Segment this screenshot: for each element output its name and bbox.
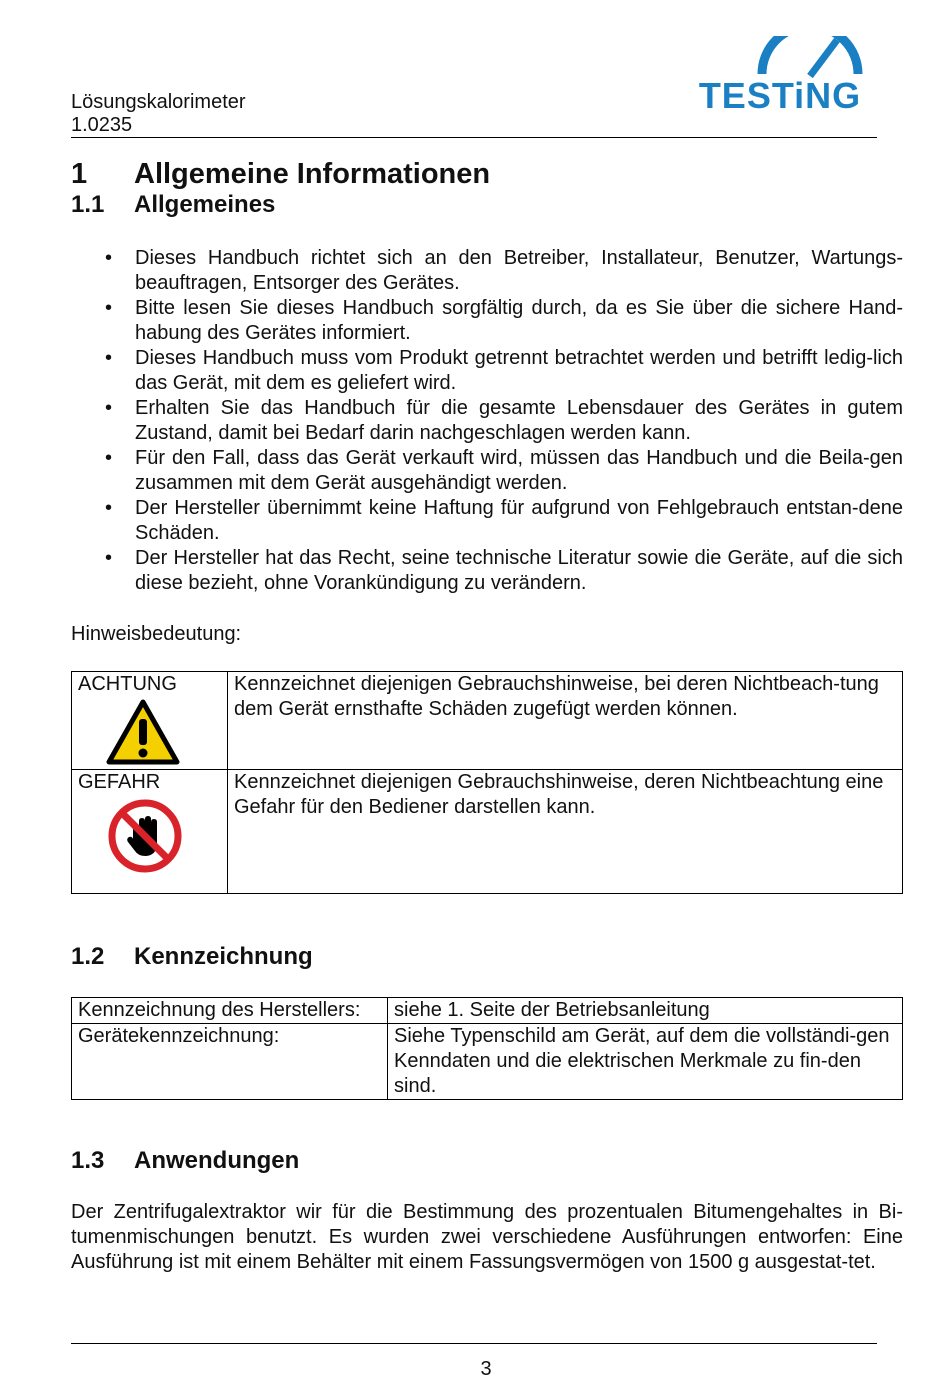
marking-label-cell: Kennzeichnung des Herstellers: <box>72 998 388 1024</box>
list-item: • Dieses Handbuch richtet sich an den Betreiber, Installateur, Benutzer, Wartungs-beauftragen, Entsorger des Gerätes. <box>105 247 903 294</box>
section-1-3-heading: 1.3 Anwendungen <box>71 1147 300 1174</box>
logo-text: TESTiNG <box>698 75 862 116</box>
header-rule <box>71 137 877 138</box>
table-row <box>72 672 903 770</box>
hint-table <box>71 671 903 894</box>
applications-paragraph: Der Zentrifugalextraktor wir für die Bestimmung des prozentualen Bitumengehaltes in Bi-tumenmischungen benutzt. Es wurden zwei verschiedene Ausführungen entworfen: Eine Ausführung ist mit einem Behälter mit einem Fassungsvermögen von 1500 g ausgestat-tet. <box>71 1201 903 1273</box>
list-item: • Der Hersteller übernimmt keine Haftung für aufgrund von Fehlgebrauch entstan-dene Schäden. <box>105 497 903 544</box>
document-title: Lösungskalorimeter <box>71 91 246 113</box>
no-hand-prohibition-icon <box>108 799 182 873</box>
warning-triangle-icon <box>106 699 180 765</box>
hint-label: ACHTUNG <box>78 673 177 695</box>
info-bullet-list <box>71 246 903 596</box>
hint-label-cell <box>72 672 228 770</box>
testing-logo <box>670 36 890 116</box>
list-item: • Der Hersteller hat das Recht, seine technische Literatur sowie die Geräte, auf die sich diese bezieht, ohne Vorankündigung zu verändern. <box>105 547 903 594</box>
list-item: • Bitte lesen Sie dieses Handbuch sorgfältig durch, da es Sie über die sichere Hand-habung des Gerätes informiert. <box>105 297 903 344</box>
hint-meaning-label: Hinweisbedeutung: <box>71 623 242 645</box>
list-item: • Für den Fall, dass das Gerät verkauft wird, müssen das Handbuch und die Beila-gen zusammen mit dem Gerät ausgehändigt werden. <box>105 447 903 494</box>
table-row <box>72 998 903 1024</box>
table-row <box>72 1024 903 1100</box>
marking-label-cell: Gerätekennzeichnung: <box>72 1024 388 1100</box>
footer-rule <box>71 1343 877 1344</box>
section-1-1-heading: 1.1 Allgemeines <box>71 191 276 218</box>
list-item: • Dieses Handbuch muss vom Produkt getrennt betrachtet werden und betrifft ledig-lich das Gerät, mit dem es geliefert wird. <box>105 347 903 394</box>
section-1-2-heading: 1.2 Kennzeichnung <box>71 943 313 970</box>
list-item: • Erhalten Sie das Handbuch für die gesamte Lebensdauer des Gerätes in gutem Zustand, damit bei Bedarf darin nachgeschlagen werden kann. <box>105 397 903 444</box>
hint-text-cell: Kennzeichnet diejenigen Gebrauchshinweise, deren Nichtbeachtung eine Gefahr für den Bediener darstellen kann. <box>228 770 903 894</box>
document-code: 1.0235 <box>71 114 133 136</box>
marking-value-cell: Siehe Typenschild am Gerät, auf dem die vollständi-gen Kenndaten und die elektrischen Merkmale zu fin-den sind. <box>388 1024 903 1100</box>
marking-table <box>71 997 903 1100</box>
table-row <box>72 770 903 894</box>
hint-text-cell: Kennzeichnet diejenigen Gebrauchshinweise, bei deren Nichtbeach-tung dem Gerät ernsthafte Schäden zugefügt werden können. <box>228 672 903 770</box>
section-1-heading: 1 Allgemeine Informationen <box>71 158 491 190</box>
hint-label-cell <box>72 770 228 894</box>
hint-label: GEFAHR <box>78 771 161 793</box>
page-number: 3 <box>480 1358 492 1380</box>
marking-value-cell: siehe 1. Seite der Betriebsanleitung <box>388 998 903 1024</box>
